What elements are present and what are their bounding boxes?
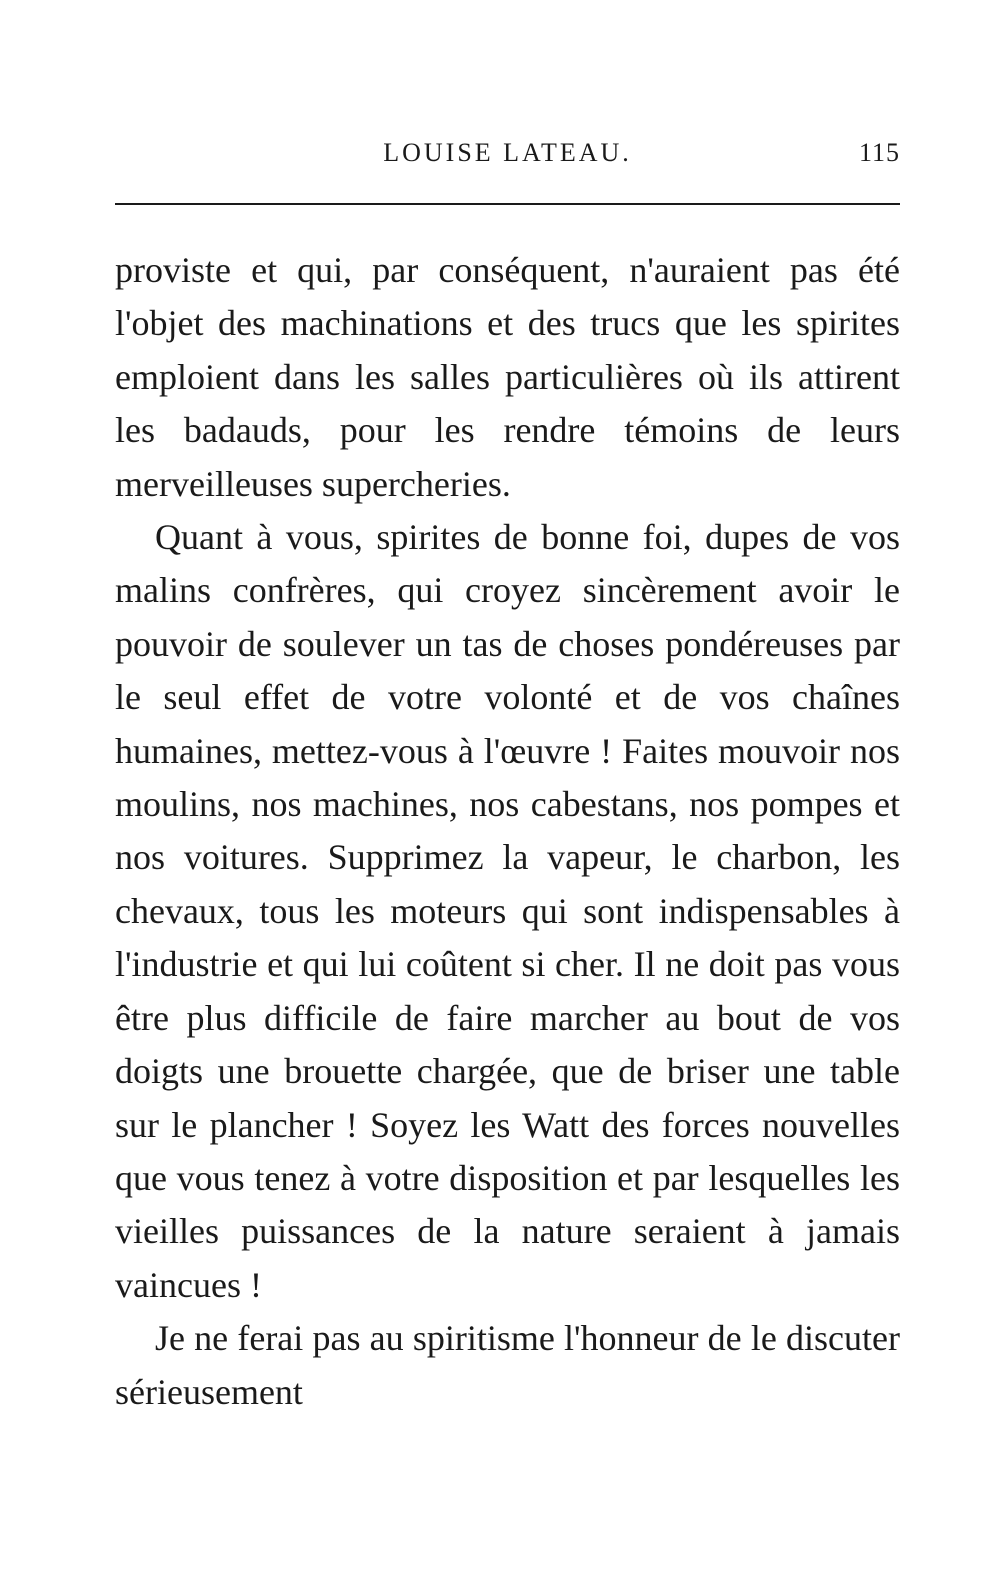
running-head [115, 138, 900, 178]
running-title: LOUISE LATEAU. [383, 138, 632, 167]
page-number: 115 [858, 138, 900, 167]
body-text [115, 244, 900, 1419]
header-rule [115, 203, 900, 205]
paragraph-1: proviste et qui, par conséquent, n'auraient pas été l'objet des machinations et des trucs que les spirites emploient dans les salles particulières où ils attirent les badauds, pour les rendre témoins de leurs merveilleuses supercheries. [115, 250, 900, 504]
paragraph-3: Je ne ferai pas au spiritisme l'honneur de le discuter sérieusement [115, 1318, 900, 1412]
paragraph-2: Quant à vous, spirites de bonne foi, dupes de vos malins confrères, qui croyez sincèrement avoir le pouvoir de soulever un tas de choses pondéreuses par le seul effet de votre volonté et de vos chaînes humaines, mettez-vous à l'œuvre ! Faites mouvoir nos moulins, nos machines, nos cabestans, nos pompes et nos voitures. Supprimez la vapeur, le charbon, les chevaux, tous les moteurs qui sont indispensables à l'industrie et qui lui coûtent si cher. Il ne doit pas vous être plus difficile de faire marcher au bout de vos doigts une brouette chargée, que de briser une table sur le plancher ! Soyez les Watt des forces nouvelles que vous tenez à votre disposition et par lesquelles les vieilles puissances de la nature seraient à jamais vaincues ! [115, 517, 900, 1305]
